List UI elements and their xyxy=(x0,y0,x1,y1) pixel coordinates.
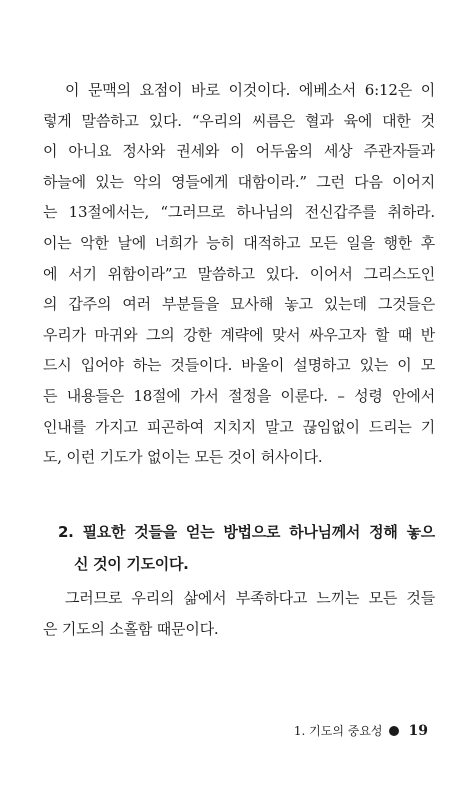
paragraph-line: 도, 이런 기도가 없이는 모든 것이 허사이다. xyxy=(43,448,323,467)
page-footer xyxy=(294,722,428,739)
paragraph-line: 든 내용들은 18절에 가서 절정을 이룬다. – 성령 안에서 xyxy=(43,386,435,405)
paragraph-2 xyxy=(43,583,435,644)
paragraph-1 xyxy=(43,75,435,473)
paragraph-line: 의 갑주의 여러 부분들을 묘사해 놓고 있는데 그것들은 xyxy=(43,295,435,314)
bullet-icon xyxy=(389,726,399,736)
section-heading xyxy=(58,516,435,580)
paragraph-line: 하늘에 있는 악의 영들에게 대함이라.” 그런 다음 이어지 xyxy=(43,172,435,191)
paragraph-line: 인내를 가지고 피곤하여 지치지 말고 끊임없이 드리는 기 xyxy=(43,417,435,436)
paragraph-line: 이는 악한 날에 너희가 능히 대적하고 모든 일을 행한 후 xyxy=(43,233,435,252)
heading-line: 신 것이 기도이다. xyxy=(74,555,189,573)
running-section-title: 1. 기도의 중요성 xyxy=(293,724,383,738)
paragraph-line: 이 문맥의 요점이 바로 이것이다. 에베소서 6:12은 이 xyxy=(65,81,435,99)
heading-line: 2. 필요한 것들을 얻는 방법으로 하나님께서 정해 놓으 xyxy=(58,523,435,541)
paragraph-line: 드시 입어야 하는 것들이다. 바울이 설명하고 있는 이 모 xyxy=(43,356,435,375)
paragraph-line: 렇게 말씀하고 있다. “우리의 씨름은 혈과 육에 대한 것 xyxy=(43,111,435,130)
paragraph-line: 는 13절에서는, “그러므로 하나님의 전신갑주를 취하라. xyxy=(43,203,435,222)
paragraph-line: 이 아니요 정사와 권세와 이 어두움의 세상 주관자들과 xyxy=(43,142,435,161)
paragraph-line: 에 서기 위함이라”고 말씀하고 있다. 이어서 그리스도인 xyxy=(43,264,435,283)
paragraph-line: 은 기도의 소홀함 때문이다. xyxy=(43,619,219,638)
page-number: 19 xyxy=(408,722,428,739)
paragraph-line: 우리가 마귀와 그의 강한 계략에 맞서 싸우고자 할 때 반 xyxy=(43,325,435,344)
paragraph-line: 그러므로 우리의 삶에서 부족하다고 느끼는 모든 것들 xyxy=(65,589,435,607)
